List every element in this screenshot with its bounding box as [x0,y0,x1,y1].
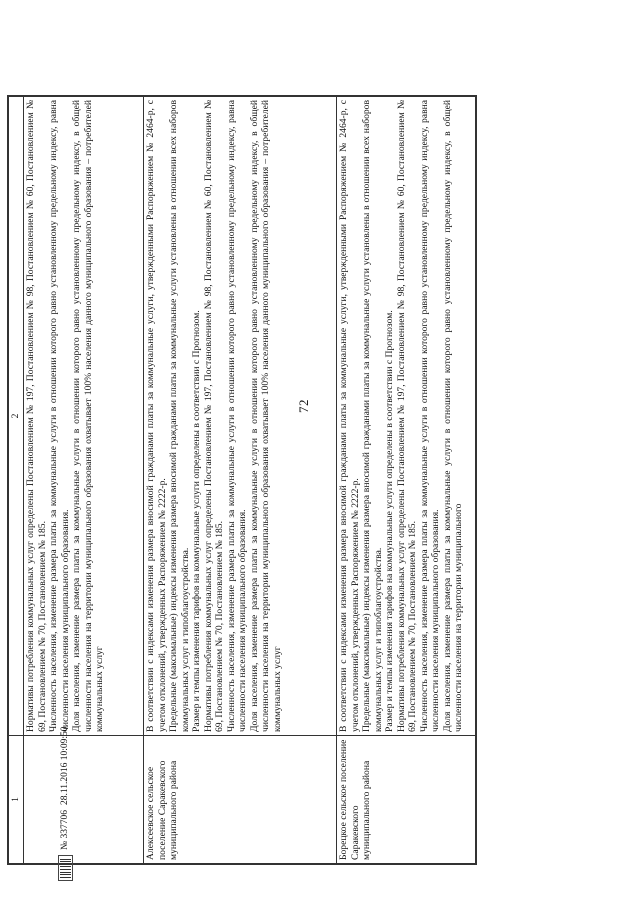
description-line: Нормативы потребления коммунальных услуг определены Постановлением № 197, Постановлением № 98, Постановлением № 60, Постановлением № 69, Постановлением № 70, Постановлением № 185. [395,100,418,732]
municipality-cell: Алексеевское сельское поселение Саракевского муниципального района [144,736,337,864]
description-line: Предельные (максимальные) индексы изменения размера вносимой гражданами платы за коммунальные услуги установлены в отношении всех наборов коммунальных услуг и типоблагоустройства. [361,100,384,732]
description-line: В соответствии с индексами изменения размера вносимой гражданами платы за коммунальные услуги, утвержденными Распоряжением № 2464-р, с учетом отклонений, утвержденных Распоряжением № 2222-р. [145,100,168,732]
description-cell [144,97,337,736]
barcode-icon [58,855,73,881]
description-line: Нормативы потребления коммунальных услуг определены Постановлением № 197, Постановлением № 98, Постановлением № 60, Постановлением № 69, Постановлением № 70, Постановлением № 185. [202,100,225,732]
footer-stamp [48,711,82,881]
doc-number: № 337706 [60,810,70,850]
description-line: Доля населения, изменение размера платы за коммунальные услуги в отношении которого равно установленному предельному индексу, в общей численности населения на территории муниципального образования охватывает 100% населения данного муниципального образования – потребителей коммунальных услуг [71,100,105,732]
description-line: Численность населения, изменение размера платы за коммунальные услуги в отношении которого равно установленному предельному индексу, равна численности населения муниципального образования. [418,100,441,732]
description-line: Нормативы потребления коммунальных услуг определены Постановлением № 197, Постановлением № 98, Постановлением № 60, Постановлением № 69, Постановлением № 70, Постановлением № 185. [25,100,48,732]
municipality-cell [24,736,144,864]
table-header-row [9,97,24,864]
description-line: Численность населения, изменение размера платы за коммунальные услуги в отношении которого равно установленному предельному индексу, равна численности населения муниципального образования. [225,100,248,732]
description-line: Размер и темпы изменения тарифов на коммунальные услуги определены в соответствии с Прогнозом. [191,310,202,732]
municipality-cell: Борецкое сельское поселение Саракевского муниципального района [337,736,476,864]
page-number: 72 [296,399,311,413]
description-line: Доля населения, изменение размера платы за коммунальные услуги в отношении которого равно установленному предельному индексу, в общей численности населения на территории муниципального [441,100,464,732]
description-line: В соответствии с индексами изменения размера вносимой гражданами платы за коммунальные услуги, утвержденными Распоряжением № 2464-р, с учетом отклонений, утвержденных Распоряжением № 2222-р. [338,100,361,732]
description-cell [24,97,144,736]
table-row [337,97,476,864]
column-header-1: 1 [9,736,24,864]
description-line: Доля населения, изменение размера платы за коммунальные услуги в отношении которого равно установленному предельному индексу, в общей численности населения на территории муниципального образования охватывает 100% населения данного муниципального образования – потребителей коммунальных услуг [248,100,283,732]
description-line: Предельные (максимальные) индексы изменения размера вносимой гражданами платы за коммунальные услуги установлены в отношении всех наборов коммунальных услуг и типоблагоустройства. [168,100,191,732]
description-cell [337,97,476,736]
column-header-2: 2 [9,97,24,736]
table-row [24,97,144,864]
table-row [144,97,337,864]
description-line: Численность населения, изменение размера платы за коммунальные услуги в отношении которого равно установленному предельному индексу, равна численности населения муниципального образования. [48,100,71,732]
timestamp: 28.11.2016 10:09:50 [60,726,70,806]
description-line: Размер и темпы изменения тарифов на коммунальные услуги определены в соответствии с Прогнозом. [384,310,395,732]
